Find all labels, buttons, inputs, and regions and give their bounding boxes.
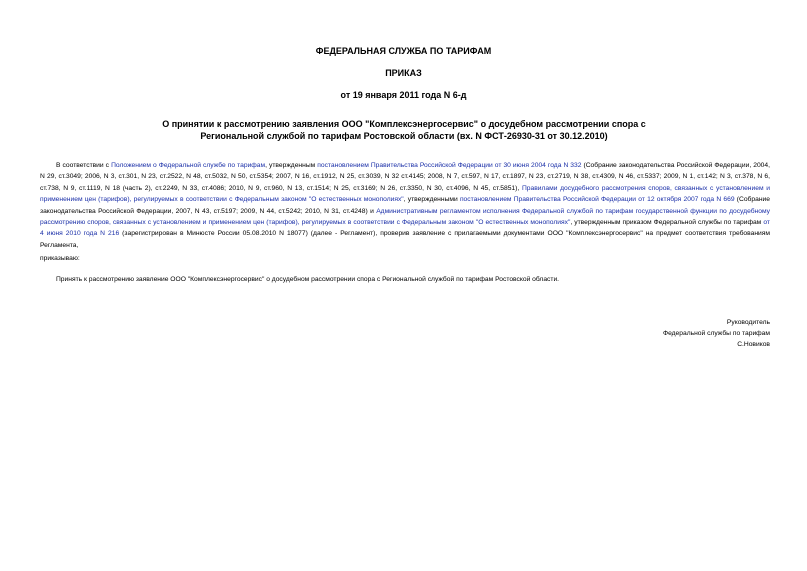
signature-org: Федеральной службы по тарифам: [663, 330, 770, 338]
document-subject: О принятии к рассмотрению заявления ООО "Комплексэнергосервис" о досудебном рассмотрении спора с Региональной службой по тарифам Ростовской области (вх. N ФСТ-26930-31 от 30.12.2010): [162, 119, 646, 141]
document-date-number: от 19 января 2011 года N 6-д: [340, 90, 467, 100]
preamble-text-3: (Собрание законодательства Российской Федерации, 2004, N 29, ст.3049; 2006, N 3, ст.301, N 23, ст.2522, N 48, ст.5032, N 50, ст.5354; 2007, N 16, ст.1912, N 25, ст.3039, N 32 ст.4145; 2008, N 7, ст.597, N 17, ст.1897, N 23, ст.2719, N 38, ст.4309, N 46, ст.5337; 2009, N 1, ст.142; N 3, ст.378, N 6, ст.738, N 9, ст.1119, N 18 (часть 2), ст.2249, N 33, ст.4086; 2010, N 9, ст.960, N 13, ст.1514; N 25, ст.3169; N 26, ст.3350, N 30, ст.4096, N 45, ст.5851),: [40, 162, 770, 192]
decision-text: Принять к рассмотрению заявление ООО "Комплексэнергосервис" о досудебном рассмотрении спора с Региональной службой по тарифам Ростовской области.: [56, 276, 560, 283]
link-resolution-669[interactable]: постановлением Правительства Российской Федерации от 12 октября 2007 года N 669: [459, 196, 735, 204]
link-order-216[interactable]: от 4 июня 2010 года N 216: [40, 219, 770, 238]
link-fts-regulation[interactable]: Положением о Федеральной службе по тарифам: [111, 162, 266, 169]
signature-block: [663, 317, 770, 351]
preamble-text-5: (Собрание законодательства Российской Федерации, 2007, N 43, ст.5197; 2009, N 44, ст.5242; 2010, N 31, ст.4248) и: [40, 196, 770, 215]
preamble-text-6: , утвержденным приказом Федеральной службы по тарифам: [570, 219, 764, 227]
link-resolution-332[interactable]: постановлением Правительства Российской Федерации от 30 июня 2004 года N 332: [317, 162, 582, 169]
agency-title: ФЕДЕРАЛЬНАЯ СЛУЖБА ПО ТАРИФАМ: [315, 46, 492, 56]
preamble-text-7: (зарегистрирован в Минюсте России 05.08.2010 N 18077) (далее - Регламент), проверив заявление с прилагаемыми документами ООО "Комплексэнергосервис" на предмет соответствия требованиям Регламента,: [40, 230, 770, 249]
link-dispute-rules[interactable]: Правилами досудебного рассмотрения споров, связанных с установлением и применением цен (тарифов), регулируемых в соответствии с Федеральным законом "О естественных монополиях": [40, 184, 770, 204]
preamble-text-4: , утвержденными: [403, 196, 460, 204]
order-word: приказываю:: [40, 255, 80, 262]
signature-name: С.Новиков: [737, 341, 770, 349]
preamble-paragraph: [40, 160, 770, 251]
signature-title: Руководитель: [726, 319, 770, 326]
preamble-text-1: В соответствии с: [56, 162, 112, 169]
document-type: ПРИКАЗ: [385, 68, 422, 78]
link-admin-regulation[interactable]: Административным регламентом исполнения Федеральной службой по тарифам государственной функции по досудебному рассмотрению споров, связанных с установлением и применением цен (тарифов), регулируемых в соответствии с Федеральным законом "О естественных монополиях": [40, 207, 770, 227]
preamble-text-2: , утвержденным: [265, 162, 318, 169]
